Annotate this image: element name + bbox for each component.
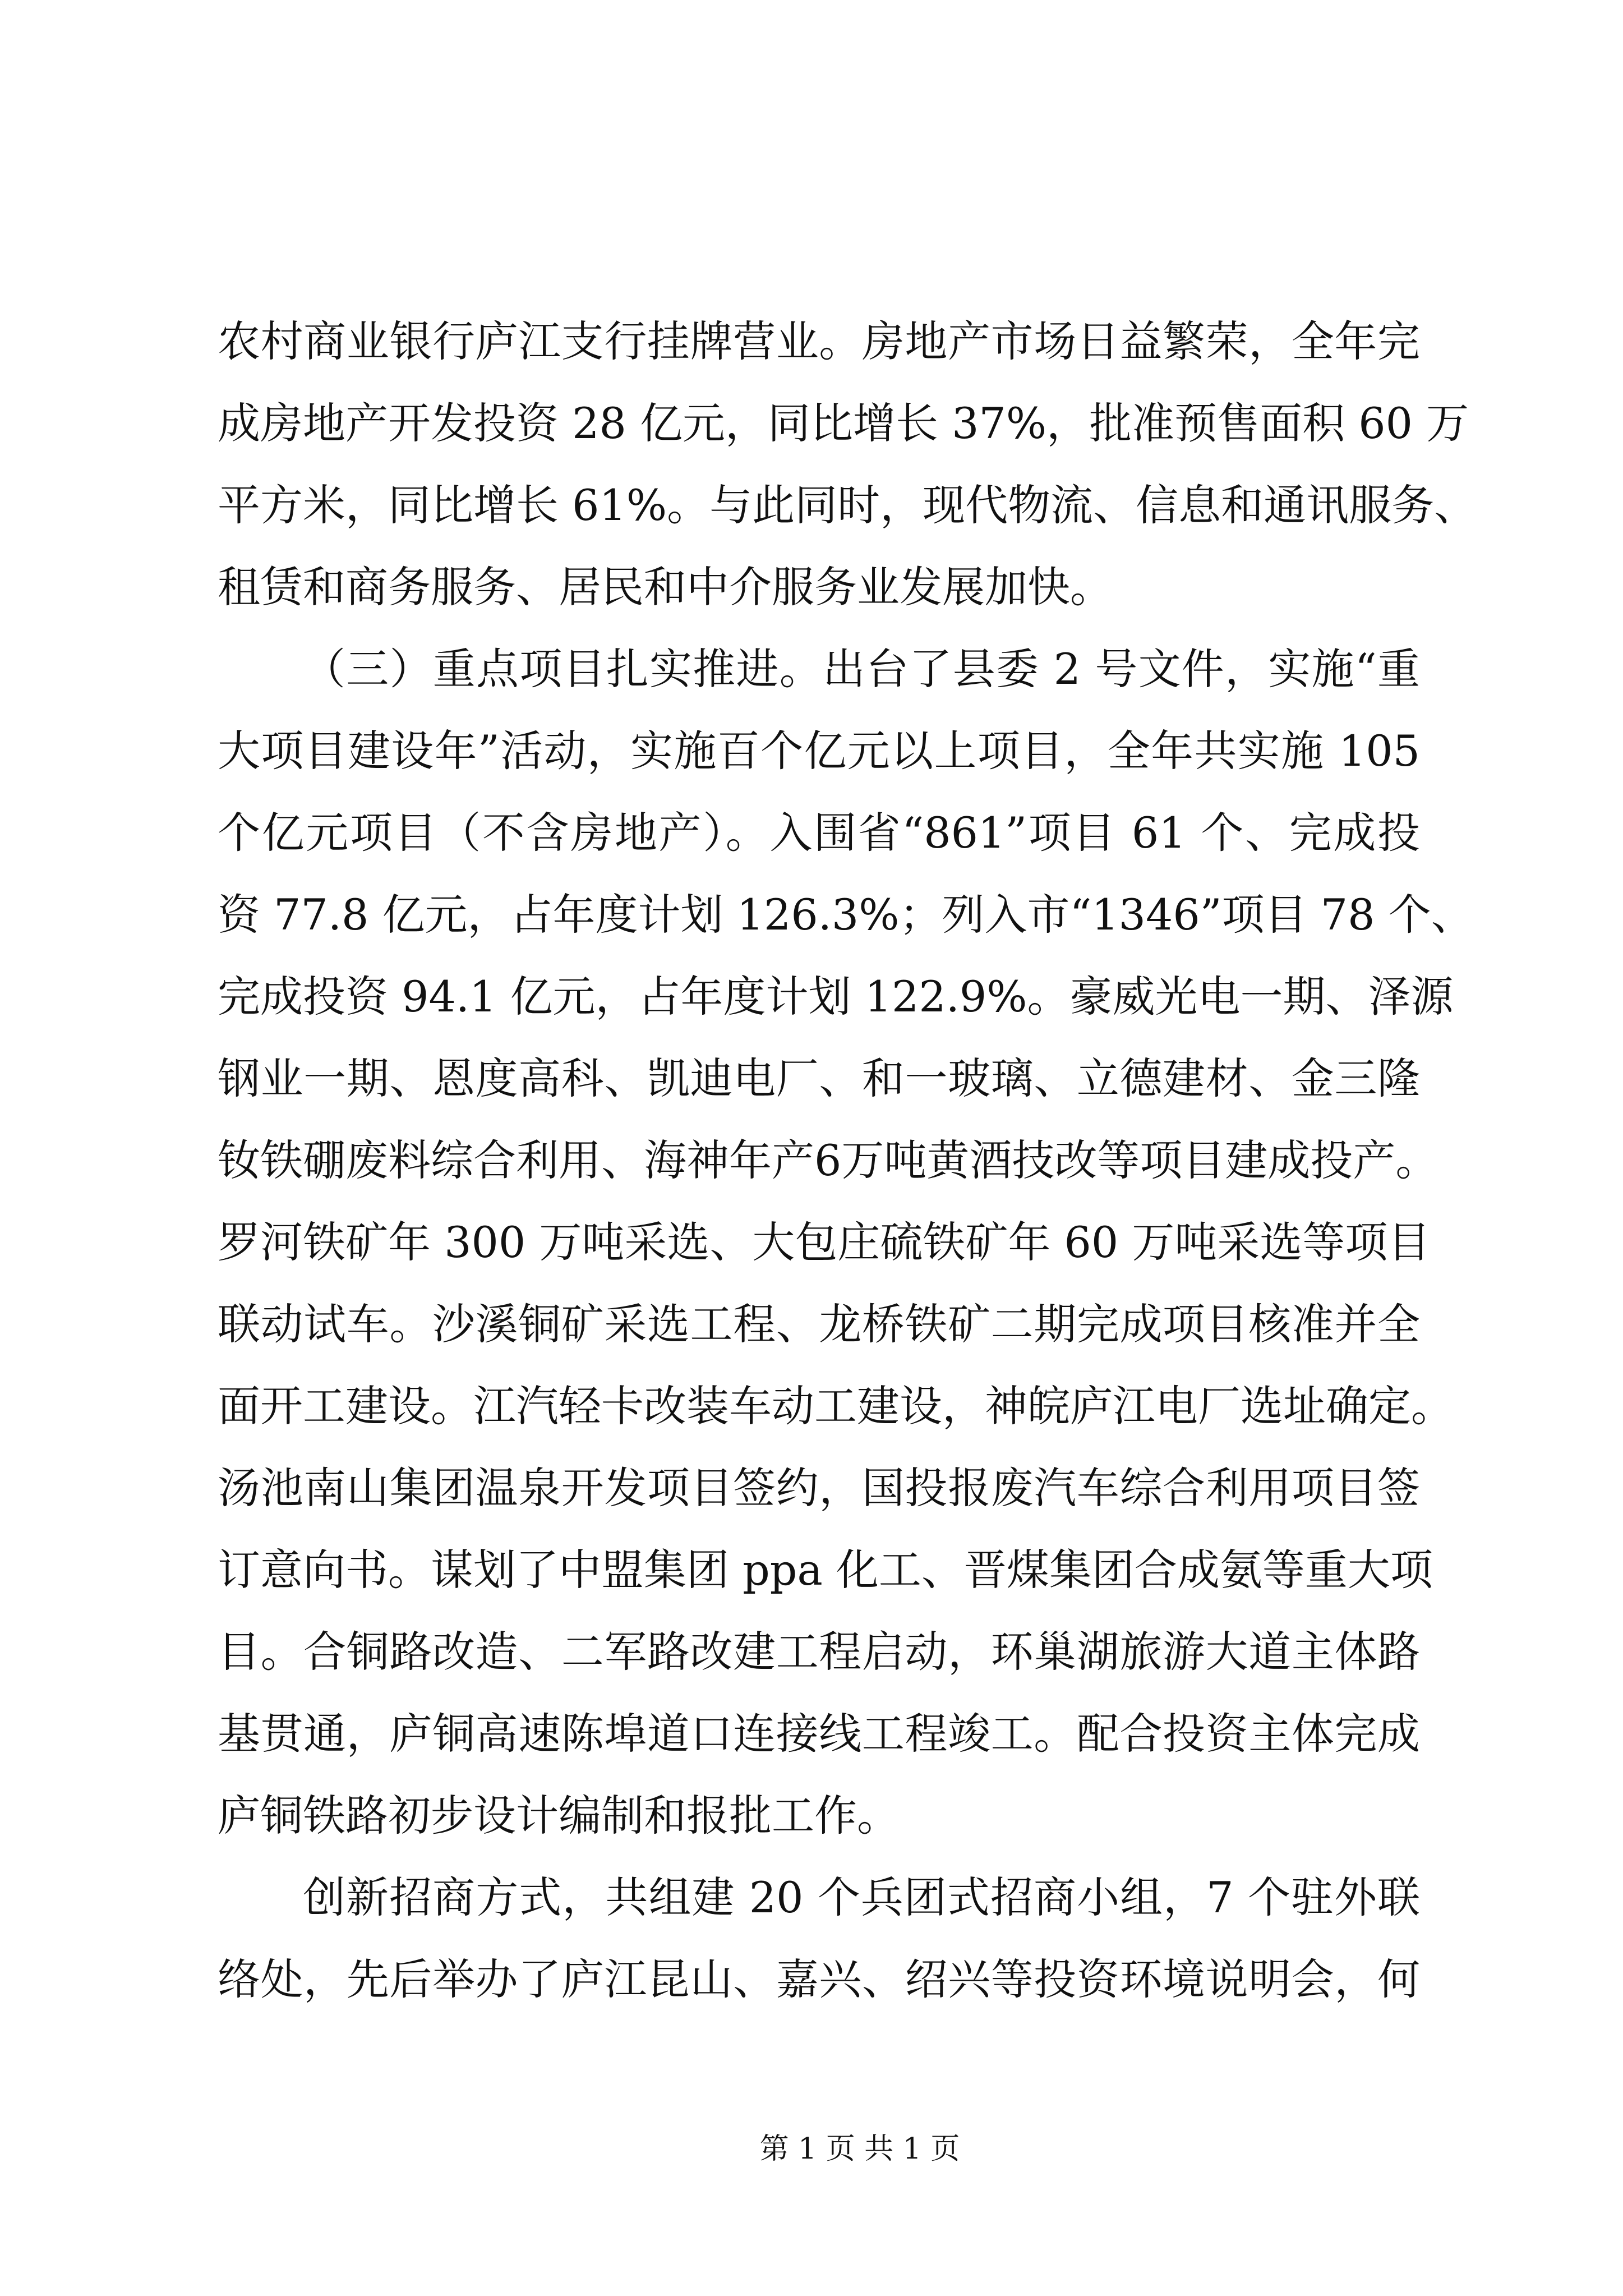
text-line: 个亿元项目（不含房地产）。入围省“861”项目 61 个、完成投 [218,808,1420,858]
text-line: 钢业一期、恩度高科、凯迪电厂、和一玻璃、立德建材、金三隆 [218,1053,1420,1103]
text-line: 面开工建设。江汽轻卡改装车动工建设，神皖庐江电厂选址确定。 [218,1381,1454,1431]
text-line: 庐铜铁路初步设计编制和报批工作。 [218,1791,900,1841]
text-line: 成房地产开发投资 28 亿元，同比增长 37%，批准预售面积 60 万 [218,398,1469,448]
document-body [218,301,1477,2021]
text-line: 创新招商方式，共组建 20 个兵团式招商小组，7 个驻外联 [303,1872,1420,1922]
text-line: 基贯通，庐铜高速陈埠道口连接线工程竣工。配合投资主体完成 [218,1709,1420,1759]
text-line: 汤池南山集团温泉开发项目签约，国投报废汽车综合利用项目签 [218,1463,1420,1513]
paragraph-investment-promotion [218,1857,1420,2021]
text-line: 完成投资 94.1 亿元，占年度计划 122.9%。豪威光电一期、泽源 [218,972,1454,1022]
text-line: 联动试车。沙溪铜矿采选工程、龙桥铁矿二期完成项目核准并全 [218,1299,1420,1349]
text-line: 租赁和商务服务、居民和中介服务业发展加快。 [218,562,1113,612]
text-line: 目。合铜路改造、二军路改建工程启动，环巢湖旅游大道主体路 [218,1627,1420,1677]
text-line: 络处，先后举办了庐江昆山、嘉兴、绍兴等投资环境说明会，何 [218,1954,1420,2004]
text-line: 平方米，同比增长 61%。与此同时，现代物流、信息和通讯服务、 [218,480,1477,530]
page-number-footer: 第 1 页 共 1 页 [759,2132,960,2166]
text-line: （三）重点项目扎实推进。出台了县委 2 号文件，实施“重 [303,644,1420,694]
text-line: 罗河铁矿年 300 万吨采选、大包庄硫铁矿年 60 万吨采选等项目 [218,1217,1431,1267]
paragraph-real-estate [218,301,1477,628]
text-line: 农村商业银行庐江支行挂牌营业。房地产市场日益繁荣，全年完 [218,316,1420,366]
paragraph-key-projects [218,628,1474,1857]
text-line: 资 77.8 亿元，占年度计划 126.3%；列入市“1346”项目 78 个、 [218,890,1474,940]
text-line: 订意向书。谋划了中盟集团 ppa 化工、晋煤集团合成氨等重大项 [218,1545,1433,1595]
text-line: 大项目建设年”活动，实施百个亿元以上项目，全年共实施 105 [218,726,1420,776]
text-line: 钕铁硼废料综合利用、海神年产6万吨黄酒技改等项目建成投产。 [218,1135,1438,1185]
